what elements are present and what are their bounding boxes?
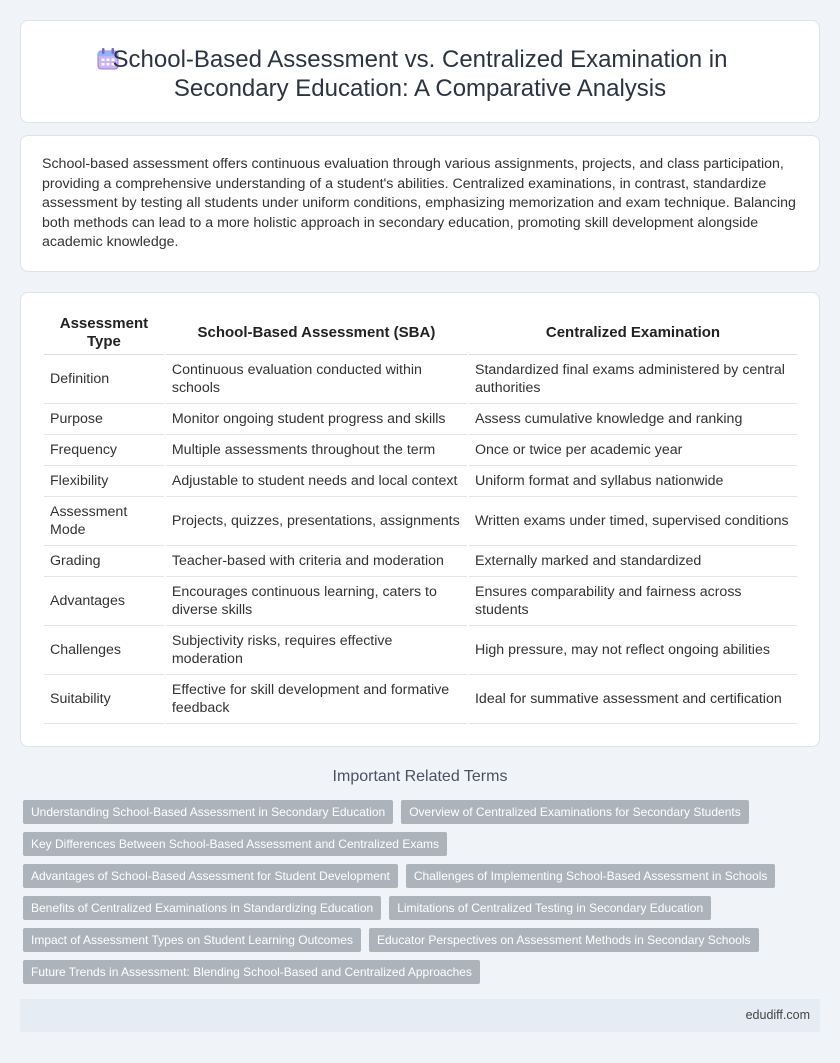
row-label: Definition	[44, 355, 164, 404]
related-term-tag[interactable]: Advantages of School-Based Assessment for Student Development	[23, 864, 398, 888]
table-row	[44, 675, 797, 724]
intro-paragraph: School-based assessment offers continuous evaluation through various assignments, projects, and class participation, providing a comprehensive understanding of a student's abilities. Centralized examinations, in contrast, standardize assessment by testing all students under uniform conditions, emphasizing memorization and exam technique. Balancing both methods can lead to a more holistic approach in secondary education, promoting skill development alongside academic knowledge.	[42, 156, 796, 251]
centralized-cell: Externally marked and standardized	[469, 546, 797, 577]
title-card	[20, 20, 820, 123]
footer-site-link[interactable]: edudiff.com	[745, 1008, 810, 1022]
sba-cell: Teacher-based with criteria and moderation	[166, 546, 467, 577]
related-term-tag[interactable]: Benefits of Centralized Examinations in Standardizing Education	[23, 896, 381, 920]
centralized-cell: Uniform format and syllabus nationwide	[469, 466, 797, 497]
table-row	[44, 355, 797, 404]
table-row	[44, 546, 797, 577]
centralized-cell: Once or twice per academic year	[469, 435, 797, 466]
sba-cell: Continuous evaluation conducted within schools	[166, 355, 467, 404]
related-term-tag[interactable]: Educator Perspectives on Assessment Methods in Secondary Schools	[369, 928, 759, 952]
sba-cell: Encourages continuous learning, caters to diverse skills	[166, 577, 467, 626]
comparison-table	[42, 311, 799, 724]
related-term-tag[interactable]: Understanding School-Based Assessment in Secondary Education	[23, 800, 393, 824]
row-label: Frequency	[44, 435, 164, 466]
centralized-cell: Ideal for summative assessment and certification	[469, 675, 797, 724]
header-centralized: Centralized Examination	[469, 311, 797, 355]
intro-card	[20, 135, 820, 272]
centralized-cell: Written exams under timed, supervised conditions	[469, 497, 797, 546]
row-label: Flexibility	[44, 466, 164, 497]
row-label: Purpose	[44, 404, 164, 435]
sba-cell: Adjustable to student needs and local context	[166, 466, 467, 497]
header-assessment-type: Assessment Type	[44, 311, 164, 355]
table-row	[44, 497, 797, 546]
row-label: Assessment Mode	[44, 497, 164, 546]
sba-cell: Monitor ongoing student progress and skills	[166, 404, 467, 435]
related-term-tag[interactable]: Impact of Assessment Types on Student Learning Outcomes	[23, 928, 361, 952]
comparison-card	[20, 292, 820, 747]
page-title: School-Based Assessment vs. Centralized Examination in Secondary Education: A Comparative Analysis	[112, 46, 728, 102]
related-terms-heading: Important Related Terms	[332, 768, 508, 785]
centralized-cell: Standardized final exams administered by central authorities	[469, 355, 797, 404]
header-sba: School-Based Assessment (SBA)	[166, 311, 467, 355]
table-row	[44, 466, 797, 497]
sba-cell: Subjectivity risks, requires effective moderation	[166, 626, 467, 675]
related-term-tag[interactable]: Key Differences Between School-Based Assessment and Centralized Exams	[23, 832, 447, 856]
centralized-cell: Assess cumulative knowledge and ranking	[469, 404, 797, 435]
centralized-cell: Ensures comparability and fairness across students	[469, 577, 797, 626]
row-label: Advantages	[44, 577, 164, 626]
related-term-tag[interactable]: Challenges of Implementing School-Based Assessment in Schools	[406, 864, 776, 888]
row-label: Challenges	[44, 626, 164, 675]
centralized-cell: High pressure, may not reflect ongoing abilities	[469, 626, 797, 675]
row-label: Suitability	[44, 675, 164, 724]
table-row	[44, 626, 797, 675]
sba-cell: Projects, quizzes, presentations, assignments	[166, 497, 467, 546]
table-row	[44, 435, 797, 466]
sba-cell: Multiple assessments throughout the term	[166, 435, 467, 466]
related-term-tag[interactable]: Limitations of Centralized Testing in Secondary Education	[389, 896, 711, 920]
sba-cell: Effective for skill development and formative feedback	[166, 675, 467, 724]
table-row	[44, 404, 797, 435]
related-terms-list	[23, 800, 813, 984]
related-term-tag[interactable]: Overview of Centralized Examinations for Secondary Students	[401, 800, 749, 824]
row-label: Grading	[44, 546, 164, 577]
footer	[20, 999, 820, 1032]
related-term-tag[interactable]: Future Trends in Assessment: Blending School-Based and Centralized Approaches	[23, 960, 480, 984]
table-row	[44, 577, 797, 626]
table-header-row	[44, 311, 797, 355]
